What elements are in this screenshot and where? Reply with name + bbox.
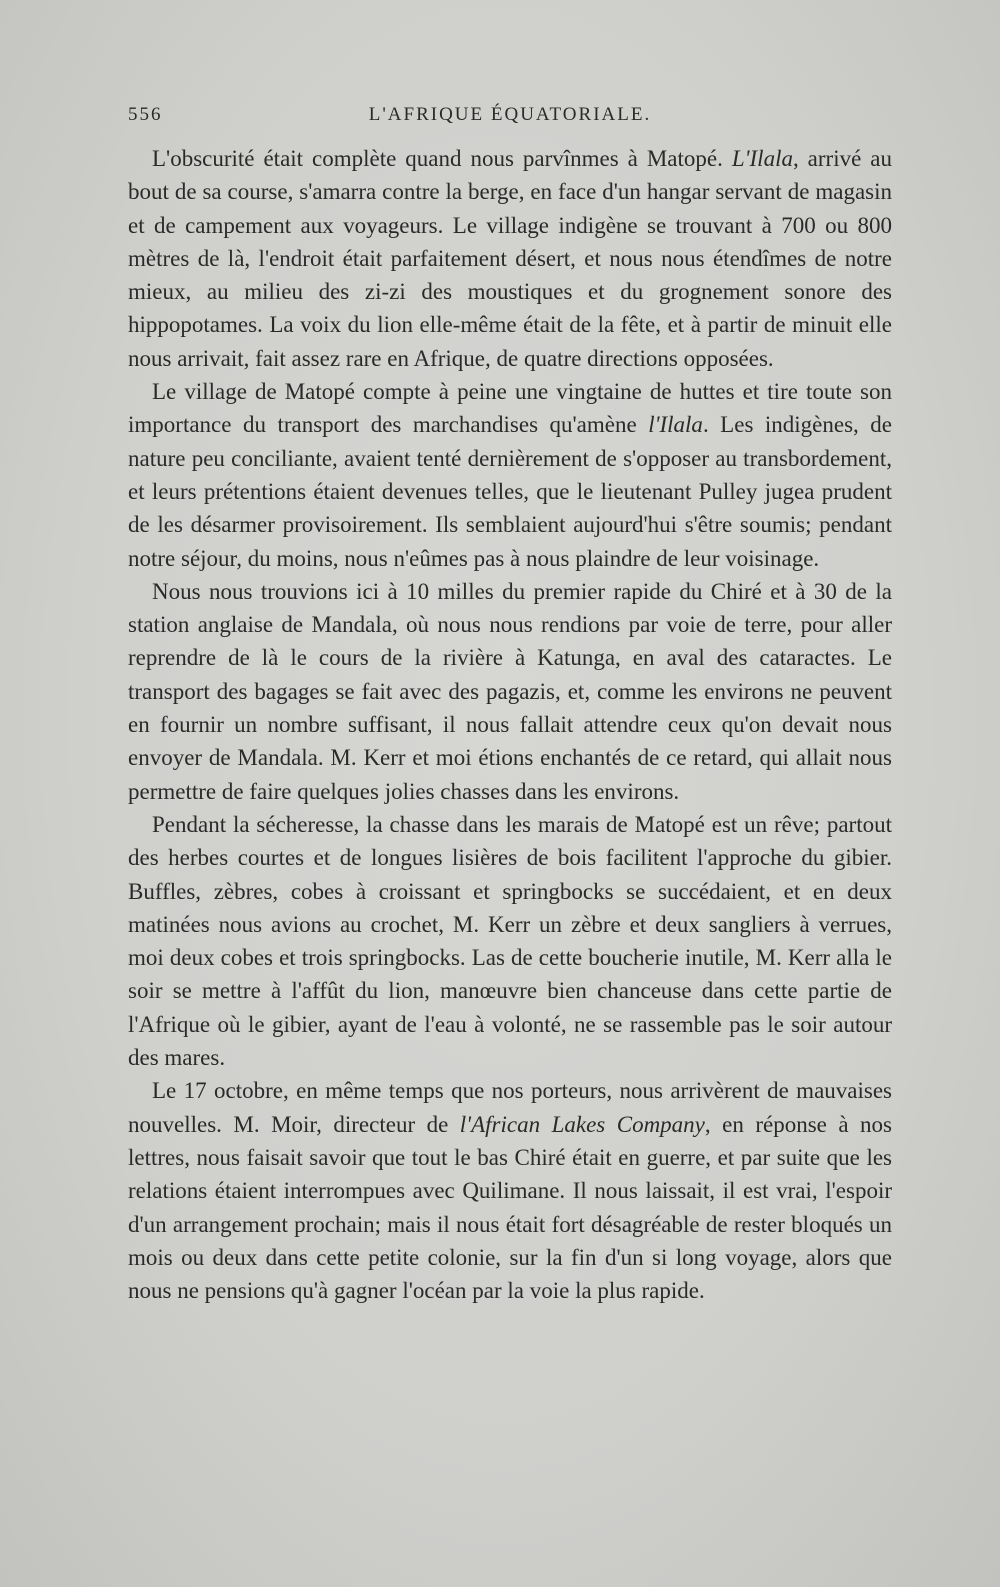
- text-run: Le 17 octobre, en même temps que nos porteurs, nous arrivèrent de mauvaises nouvelles. M. Moir, directeur de: [128, 1078, 892, 1137]
- body-text: [128, 142, 892, 1307]
- text-run: Le village de Matopé compte à peine une vingtaine de huttes et tire toute son importance du transport des marchandises qu'amène: [128, 379, 892, 438]
- page-header: [128, 104, 892, 134]
- text-run: L'obscurité était complète quand nous parvînmes à Matopé.: [152, 146, 732, 171]
- text-run: Nous nous trouvions ici à 10 milles du premier rapide du Chiré et à 30 de la station anglaise de Mandala, où nous nous rendions par voie de terre, pour aller reprendre de là le cours de la rivière à Katunga, en aval des cataractes. Le transport des bagages se fait avec des pagazis, et, comme les environs ne peuvent en fournir un nombre suffisant, il nous fallait attendre ceux qu'on devait nous envoyer de Mandala. M. Kerr et moi étions enchantés de ce retard, qui allait nous permettre de faire quelques jolies chasses dans les environs.: [128, 578, 892, 804]
- page-number: 556: [128, 104, 163, 125]
- text-run: , en réponse à nos lettres, nous faisait savoir que tout le bas Chiré était en guerre, et par suite que les relations étaient interrompues avec Quilimane. Il nous laissait, il est vrai, l'espoir d'un arrangement prochain; mais il nous était fort désagréable de rester bloqués un mois ou deux dans cette petite colonie, sur la fin d'un si long voyage, alors que nous ne pensions qu'à gagner l'océan par la voie la plus rapide.: [128, 1111, 892, 1304]
- paragraph: [128, 808, 892, 1074]
- text-run: , arrivé au bout de sa course, s'amarra contre la berge, en face d'un hangar servant de magasin et de campement aux voyageurs. Le village indigène se trouvant à 700 ou 800 mètres de là, l'endroit était parfaitement désert, et nous nous étendîmes de notre mieux, au milieu des zi-zi des moustiques et du grognement sonore des hippopotames. La voix du lion elle-même était de la fête, et à partir de minuit elle nous arrivait, fait assez rare en Afrique, de quatre directions opposées.: [128, 146, 892, 371]
- italic-company-name: l'African Lakes Company: [459, 1111, 705, 1137]
- text-run: Pendant la sécheresse, la chasse dans les marais de Matopé est un rêve; partout des herbes courtes et de longues lisières de bois facilitent l'approche du gibier. Buffles, zèbres, cobes à croissant et springbocks se succédaient, et en deux matinées nous avions au crochet, M. Kerr un zèbre et deux sangliers à verrues, moi deux cobes et trois springbocks. Las de cette boucherie inutile, M. Kerr alla le soir se mettre à l'affût du lion, manœuvre bien chanceuse dans cette partie de l'Afrique où le gibier, ayant de l'eau à volonté, ne se rassemble pas le soir autour des mares.: [128, 811, 892, 1071]
- running-title: L'AFRIQUE ÉQUATORIALE.: [368, 104, 652, 125]
- paragraph: [128, 375, 892, 575]
- paragraph: [128, 142, 892, 375]
- italic-ship-name: l'Ilala: [648, 412, 703, 438]
- italic-ship-name: L'Ilala: [731, 146, 793, 171]
- paragraph: [128, 575, 892, 808]
- text-run: . Les indigènes, de nature peu conciliante, avaient tenté dernièrement de s'opposer au transbordement, et leurs prétentions étaient devenues telles, que le lieutenant Pulley jugea prudent de les désarmer provisoirement. Ils semblaient aujourd'hui s'être soumis; pendant notre séjour, du moins, nous n'eûmes pas à nous plaindre de leur voisinage.: [128, 412, 892, 571]
- paragraph: [128, 1074, 892, 1307]
